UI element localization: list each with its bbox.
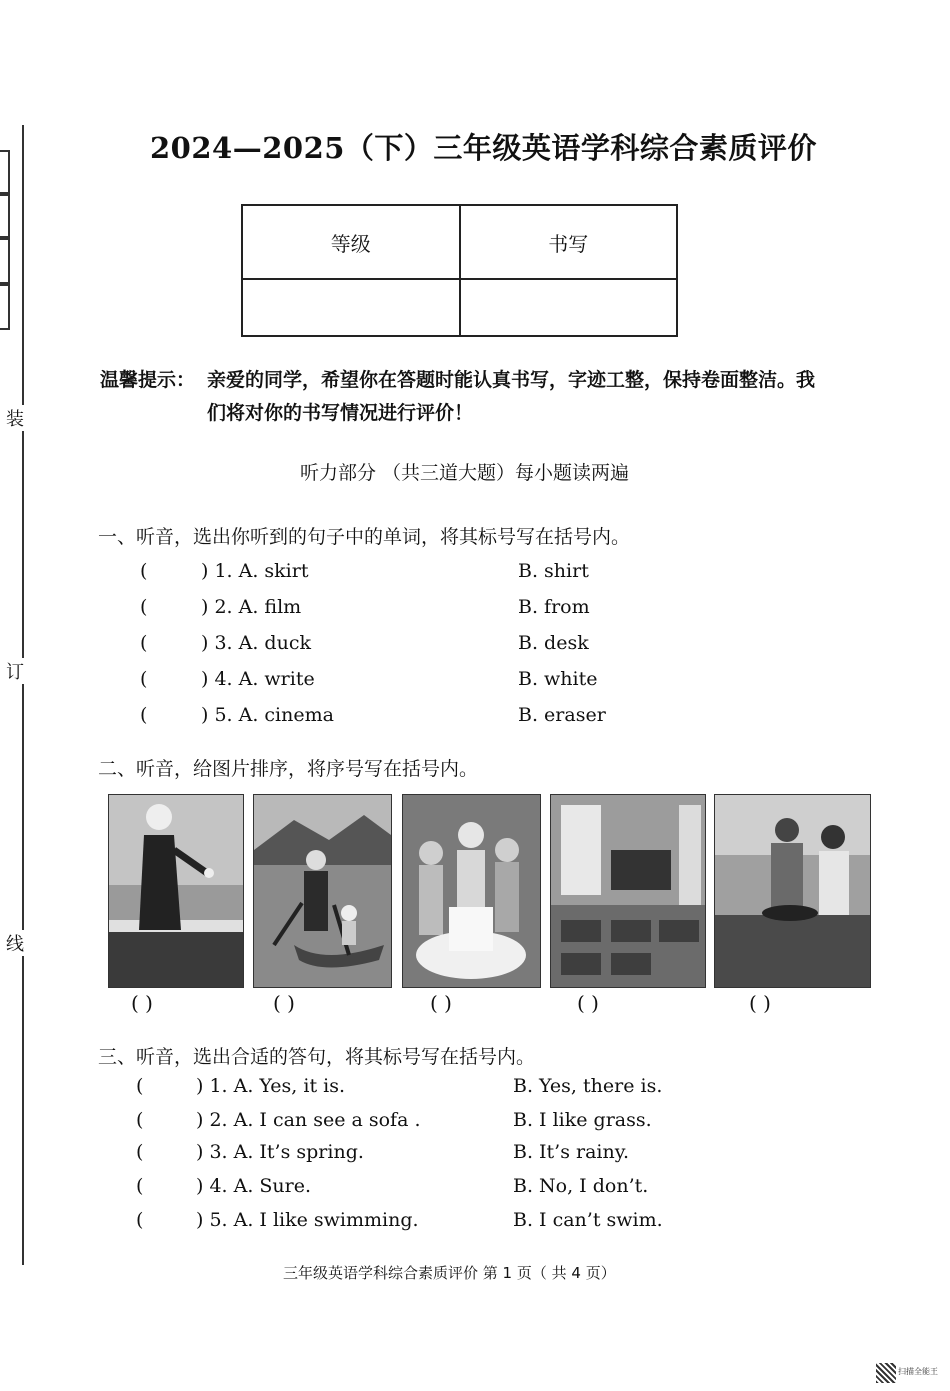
binding-box xyxy=(0,150,10,196)
paren-open[interactable]: ( xyxy=(136,1141,144,1163)
section2-heading: 二、听音，给图片排序，将序号写在括号内。 xyxy=(98,758,479,780)
question-1-option-b: B. shirt xyxy=(518,560,589,582)
grade-header: 等级 xyxy=(242,205,460,279)
margin-label-zhuang: 装 xyxy=(6,405,24,431)
question-1-option-a: ) 1. A. skirt xyxy=(201,560,309,582)
s3-question-1-option-b: B. Yes, there is. xyxy=(513,1075,663,1097)
question-2-option-a: ) 2. A. film xyxy=(201,596,302,618)
margin-label-ding: 订 xyxy=(6,658,24,684)
question-3-option-a: ) 3. A. duck xyxy=(201,632,311,654)
section1-heading: 一、听音，选出你听到的句子中的单词，将其标号写在括号内。 xyxy=(98,526,631,548)
page-title: 2024—2025（下）三年级英语学科综合素质评价 xyxy=(150,131,817,165)
binding-box xyxy=(0,236,10,286)
question-4-option-a: ) 4. A. write xyxy=(201,668,315,690)
qr-code-icon xyxy=(876,1363,896,1383)
picture-5-blank[interactable]: ( ) xyxy=(749,991,771,1015)
s3-question-4-option-b: B. No, I don’t. xyxy=(513,1175,649,1197)
binding-line xyxy=(22,125,24,1265)
handwriting-cell[interactable] xyxy=(460,279,678,336)
boating-man-photo xyxy=(253,794,392,988)
scanner-watermark: 扫描全能王 xyxy=(898,1367,938,1376)
question-5-option-b: B. eraser xyxy=(518,704,606,726)
paren-open[interactable]: ( xyxy=(140,668,148,690)
s3-question-2-option-b: B. I like grass. xyxy=(513,1109,652,1131)
paren-open[interactable]: ( xyxy=(136,1175,144,1197)
s3-question-5-option-a: ) 5. A. I like swimming. xyxy=(196,1209,419,1231)
s3-question-3-option-a: ) 3. A. It’s spring. xyxy=(196,1141,364,1163)
listening-header: 听力部分 （共三道大题）每小题读两遍 xyxy=(300,462,630,484)
binding-box xyxy=(0,192,10,240)
section3-heading: 三、听音，选出合适的答句，将其标号写在括号内。 xyxy=(98,1046,536,1068)
s3-question-2-option-a: ) 2. A. I can see a sofa . xyxy=(196,1109,421,1131)
page-footer: 三年级英语学科综合素质评价 第 1 页（ 共 4 页） xyxy=(283,1264,616,1282)
question-5-option-a: ) 5. A. cinema xyxy=(201,704,334,726)
paren-open[interactable]: ( xyxy=(136,1109,144,1131)
handwriting-header: 书写 xyxy=(460,205,678,279)
classroom-photo xyxy=(550,794,706,988)
paren-open[interactable]: ( xyxy=(140,632,148,654)
paren-open[interactable]: ( xyxy=(140,560,148,582)
picture-1-blank[interactable]: ( ) xyxy=(131,991,153,1015)
paren-open[interactable]: ( xyxy=(136,1209,144,1231)
s3-question-3-option-b: B. It’s rainy. xyxy=(513,1141,629,1163)
picture-2-blank[interactable]: ( ) xyxy=(273,991,295,1015)
s3-question-1-option-a: ) 1. A. Yes, it is. xyxy=(196,1075,346,1097)
tip-text: 亲爱的同学，希望你在答题时能认真书写，字迹工整，保持卷面整洁。我们将对你的书写情况进行评价！ xyxy=(207,369,816,424)
birthday-cake-photo xyxy=(402,794,541,988)
margin-label-xian: 线 xyxy=(6,930,24,956)
question-2-option-b: B. from xyxy=(518,596,590,618)
question-3-option-b: B. desk xyxy=(518,632,589,654)
binding-box xyxy=(0,282,10,330)
cooking-couple-photo xyxy=(714,794,871,988)
tip-label: 温馨提示： xyxy=(100,369,196,391)
paren-open[interactable]: ( xyxy=(140,596,148,618)
picture-4-blank[interactable]: ( ) xyxy=(577,991,599,1015)
paren-open[interactable]: ( xyxy=(140,704,148,726)
grade-table xyxy=(241,204,678,337)
grade-cell[interactable] xyxy=(242,279,460,336)
s3-question-5-option-b: B. I can’t swim. xyxy=(513,1209,663,1231)
s3-question-4-option-a: ) 4. A. Sure. xyxy=(196,1175,312,1197)
paren-open[interactable]: ( xyxy=(136,1075,144,1097)
question-4-option-b: B. white xyxy=(518,668,598,690)
ping-pong-girl-photo xyxy=(108,794,244,988)
picture-3-blank[interactable]: ( ) xyxy=(430,991,452,1015)
